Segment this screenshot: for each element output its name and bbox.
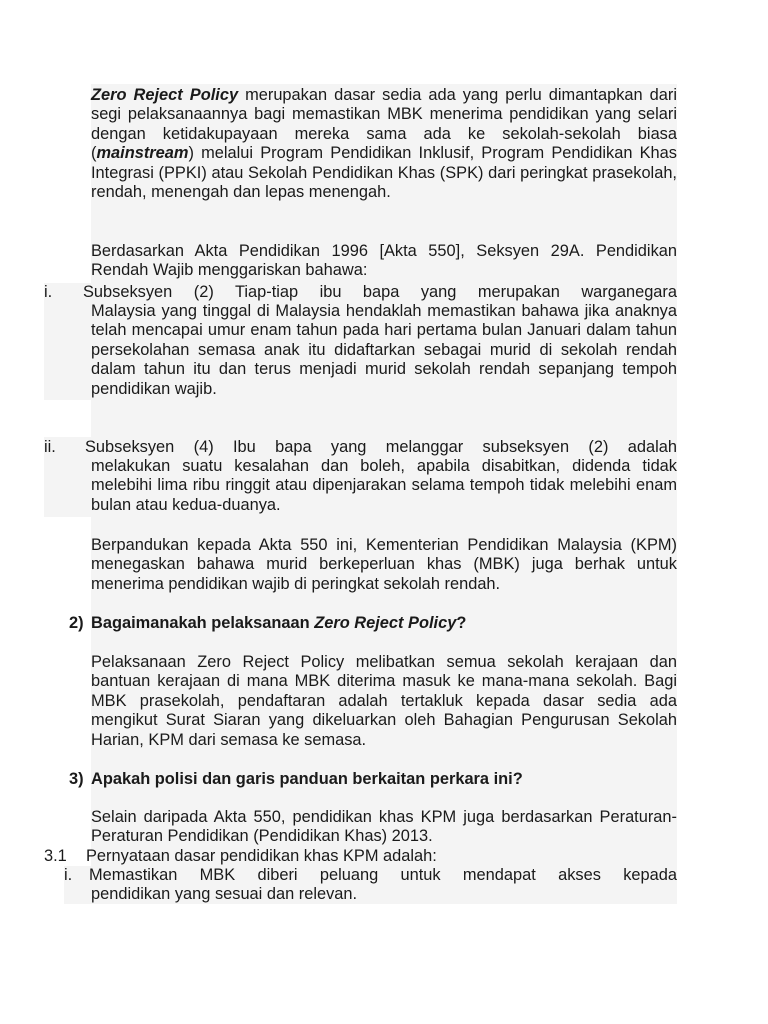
s31-item-i-body: pendidikan yang sesuai dan relevan. — [91, 885, 358, 903]
intro-paragraph — [91, 86, 677, 202]
list-item-ii-first-line: Subseksyen (4) Ibu bapa yang melanggar subseksyen (2) adalah — [85, 438, 677, 456]
q2-heading — [91, 614, 677, 633]
berpandukan-paragraph: Berpandukan kepada Akta 550 ini, Kementerian Pendidikan Malaysia (KPM) menegaskan bahawa murid berkeperluan khas (MBK) juga berhak untuk menerima pendidikan wajib di peringkat sekolah rendah. — [91, 536, 677, 593]
list-item-i-body: Malaysia yang tinggal di Malaysia hendaklah memastikan bahawa jika anaknya telah mencapai umur enam tahun pada hari pertama bulan Januari dalam tahun persekolahan semasa anak itu didaftarkan sebagai murid di sekolah rendah dalam tahun itu dan terus menjadi murid sekolah rendah sepanjang tempoh pendidikan wajib. — [91, 302, 677, 398]
term-mainstream: mainstream — [96, 144, 189, 163]
s31-item-i-first-line: Memastikan MBK diberi peluang untuk mendapat akses kepada — [89, 866, 677, 884]
selain-paragraph: Selain daripada Akta 550, pendidikan khas KPM juga berdasarkan Peraturan-Peraturan Pendidikan (Pendidikan Khas) 2013. — [91, 808, 677, 846]
list-marker-ii: ii. — [44, 438, 56, 456]
list-marker-i: i. — [44, 283, 53, 301]
q2-number: 2) — [69, 614, 84, 632]
q3-heading: Apakah polisi dan garis panduan berkaitan perkara ini? — [91, 770, 523, 788]
term-zero-reject: Zero Reject Policy — [91, 86, 239, 104]
intro-text-a: merupakan dasar sedia ada yang perlu dimantapkan dari segi pelaksanaannya bagi memastikan MBK menerima pendidikan yang selari dengan ketidakupayaan mereka sama ada ke sekolah-sekolah biasa ( — [91, 86, 678, 163]
list-item-ii-body: melakukan suatu kesalahan dan boleh, apabila disabitkan, didenda tidak melebihi lima ribu ringgit atau dipenjarakan selama tempoh tidak melebihi enam bulan atau kedua-duanya. — [91, 457, 677, 514]
akta-intro-paragraph: Berdasarkan Akta Pendidikan 1996 [Akta 550], Seksyen 29A. Pendidikan Rendah Wajib menggariskan bahawa: — [91, 242, 677, 280]
q2-text-a: Bagaimanakah pelaksanaan — [91, 614, 315, 632]
list-item-i-first-line: Subseksyen (2) Tiap-tiap ibu bapa yang merupakan warganegara — [83, 283, 677, 301]
s31-number: 3.1 — [44, 847, 67, 865]
pelaksanaan-paragraph: Pelaksanaan Zero Reject Policy melibatkan semua sekolah kerajaan dan bantuan kerajaan di mana MBK diterima masuk ke mana-mana sekolah. Bagi MBK prasekolah, pendaftaran adalah tertakluk kepada dasar sedia ada mengikut Surat Siaran yang dikeluarkan oleh Bahagian Pengurusan Sekolah Harian, KPM dari semasa ke semasa. — [91, 653, 677, 749]
intro-text-b: ) melalui Program Pendidikan Inklusif, Program Pendidikan Khas Integrasi (PPKI) atau Sekolah Pendidikan Khas (SPK) dari peringkat prasekolah, rendah, menengah dan lepas menengah. — [91, 144, 677, 202]
q3-number: 3) — [69, 770, 84, 788]
s31-marker-i: i. — [64, 866, 73, 884]
s31-heading: Pernyataan dasar pendidikan khas KPM adalah: — [86, 847, 437, 865]
q2-term: Zero Reject Policy — [314, 614, 457, 632]
q2-text-b: ? — [456, 614, 467, 632]
